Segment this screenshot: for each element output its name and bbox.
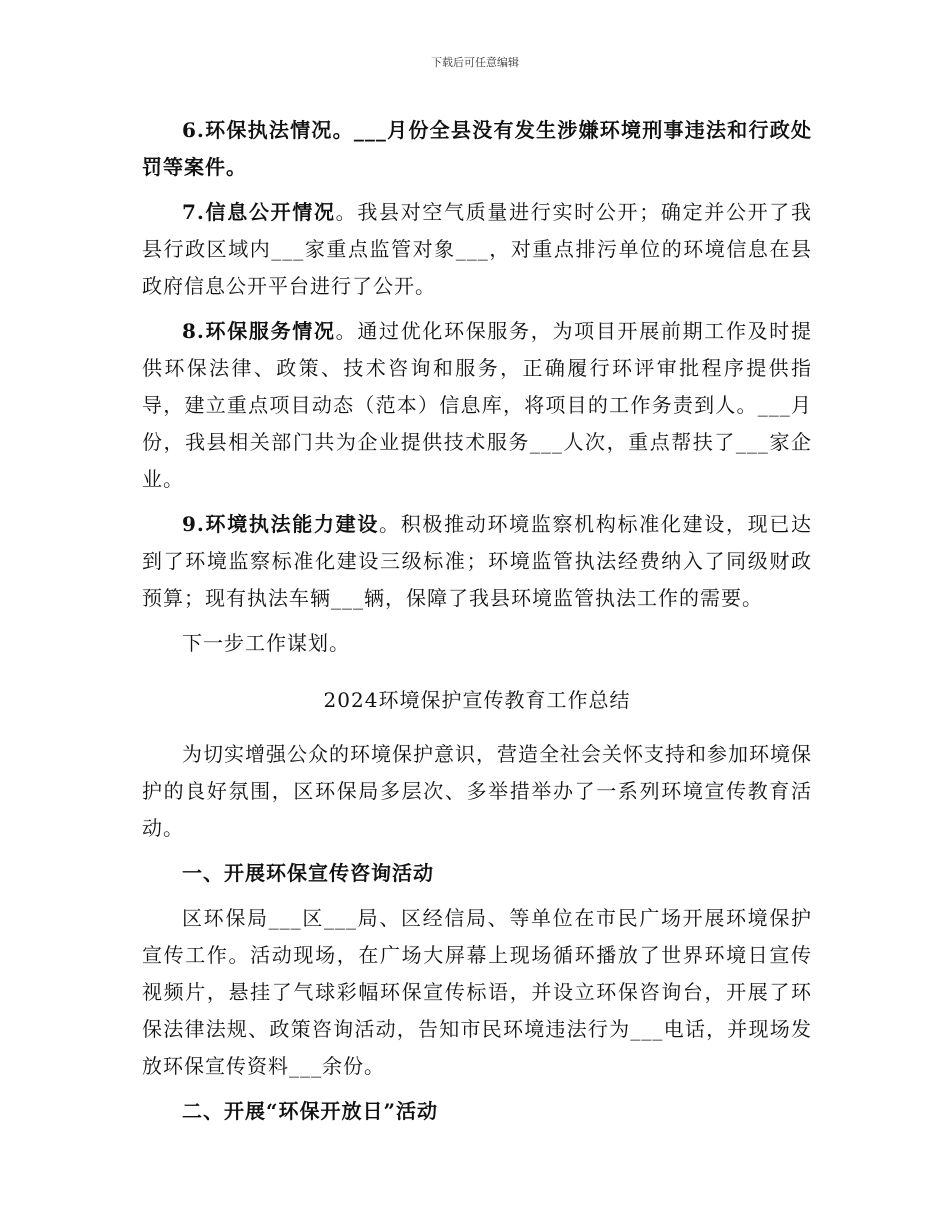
intro-paragraph: 为切实增强公众的环境保护意识，营造全社会关怀支持和参加环境保护的良好氛围，区环保局多层次、多举措举办了一系列环境宣传教育活动。 (142, 742, 812, 840)
section-1-body: 区环保局___区___局、区经信局、等单位在市民广场开展环境保护宣传工作。活动现场，在广场大屏幕上现场循环播放了世界环境日宣传视频片，悬挂了气球彩幅环保宣传标语，并设立环保咨询台，开展了环保法律法规、政策咨询活动，告知市民环境违法行为___电话，并现场发放环保宣传资料___余份。 (142, 906, 812, 1078)
item-7-head: 7.信息公开情况 (182, 200, 336, 224)
item-6-body: ___月份全县没有发生涉嫌环境刑事违法和行政处罚等案件。 (142, 118, 812, 179)
item-8-head: 8.环保服务情况 (182, 319, 336, 343)
section-1-heading: 一、开展环保宣传咨询活动 (182, 861, 434, 885)
section-2-heading: 二、开展“环保开放日”活动 (182, 1099, 439, 1123)
item-7 (142, 194, 812, 305)
item-6 (142, 112, 812, 186)
document-title: 2024环境保护宣传教育工作总结 (323, 688, 631, 712)
item-9-head: 9.环境执法能力建设 (182, 512, 380, 536)
item-8-body: 。通过优化环保服务，为项目开展前期工作及时提供环保法律、政策、技术咨询和服务，正确履行环评审批程序提供指导，建立重点项目动态（范本）信息库，将项目的工作务责到人。___月份，我县相关部门共为企业提供技术服务___人次，重点帮扶了___家企业。 (142, 319, 812, 491)
item-6-head: 6.环保执法情况。 (182, 118, 354, 142)
item-9 (142, 506, 812, 617)
document-body (142, 112, 812, 1130)
item-7-body: 。我县对空气质量进行实时公开；确定并公开了我县行政区域内___家重点监管对象___，对重点排污单位的环境信息在县政府信息公开平台进行了公开。 (142, 200, 812, 298)
next-step: 下一步工作谋划。 (182, 631, 350, 655)
item-8 (142, 313, 812, 498)
item-9-body: 。积极推动环境监察机构标准化建设，现已达到了环境监察标准化建设三级标准；环境监管执法经费纳入了同级财政预算；现有执法车辆___辆，保障了我县环境监管执法工作的需要。 (142, 512, 812, 610)
page-header: 下载后可任意编辑 (431, 56, 519, 69)
